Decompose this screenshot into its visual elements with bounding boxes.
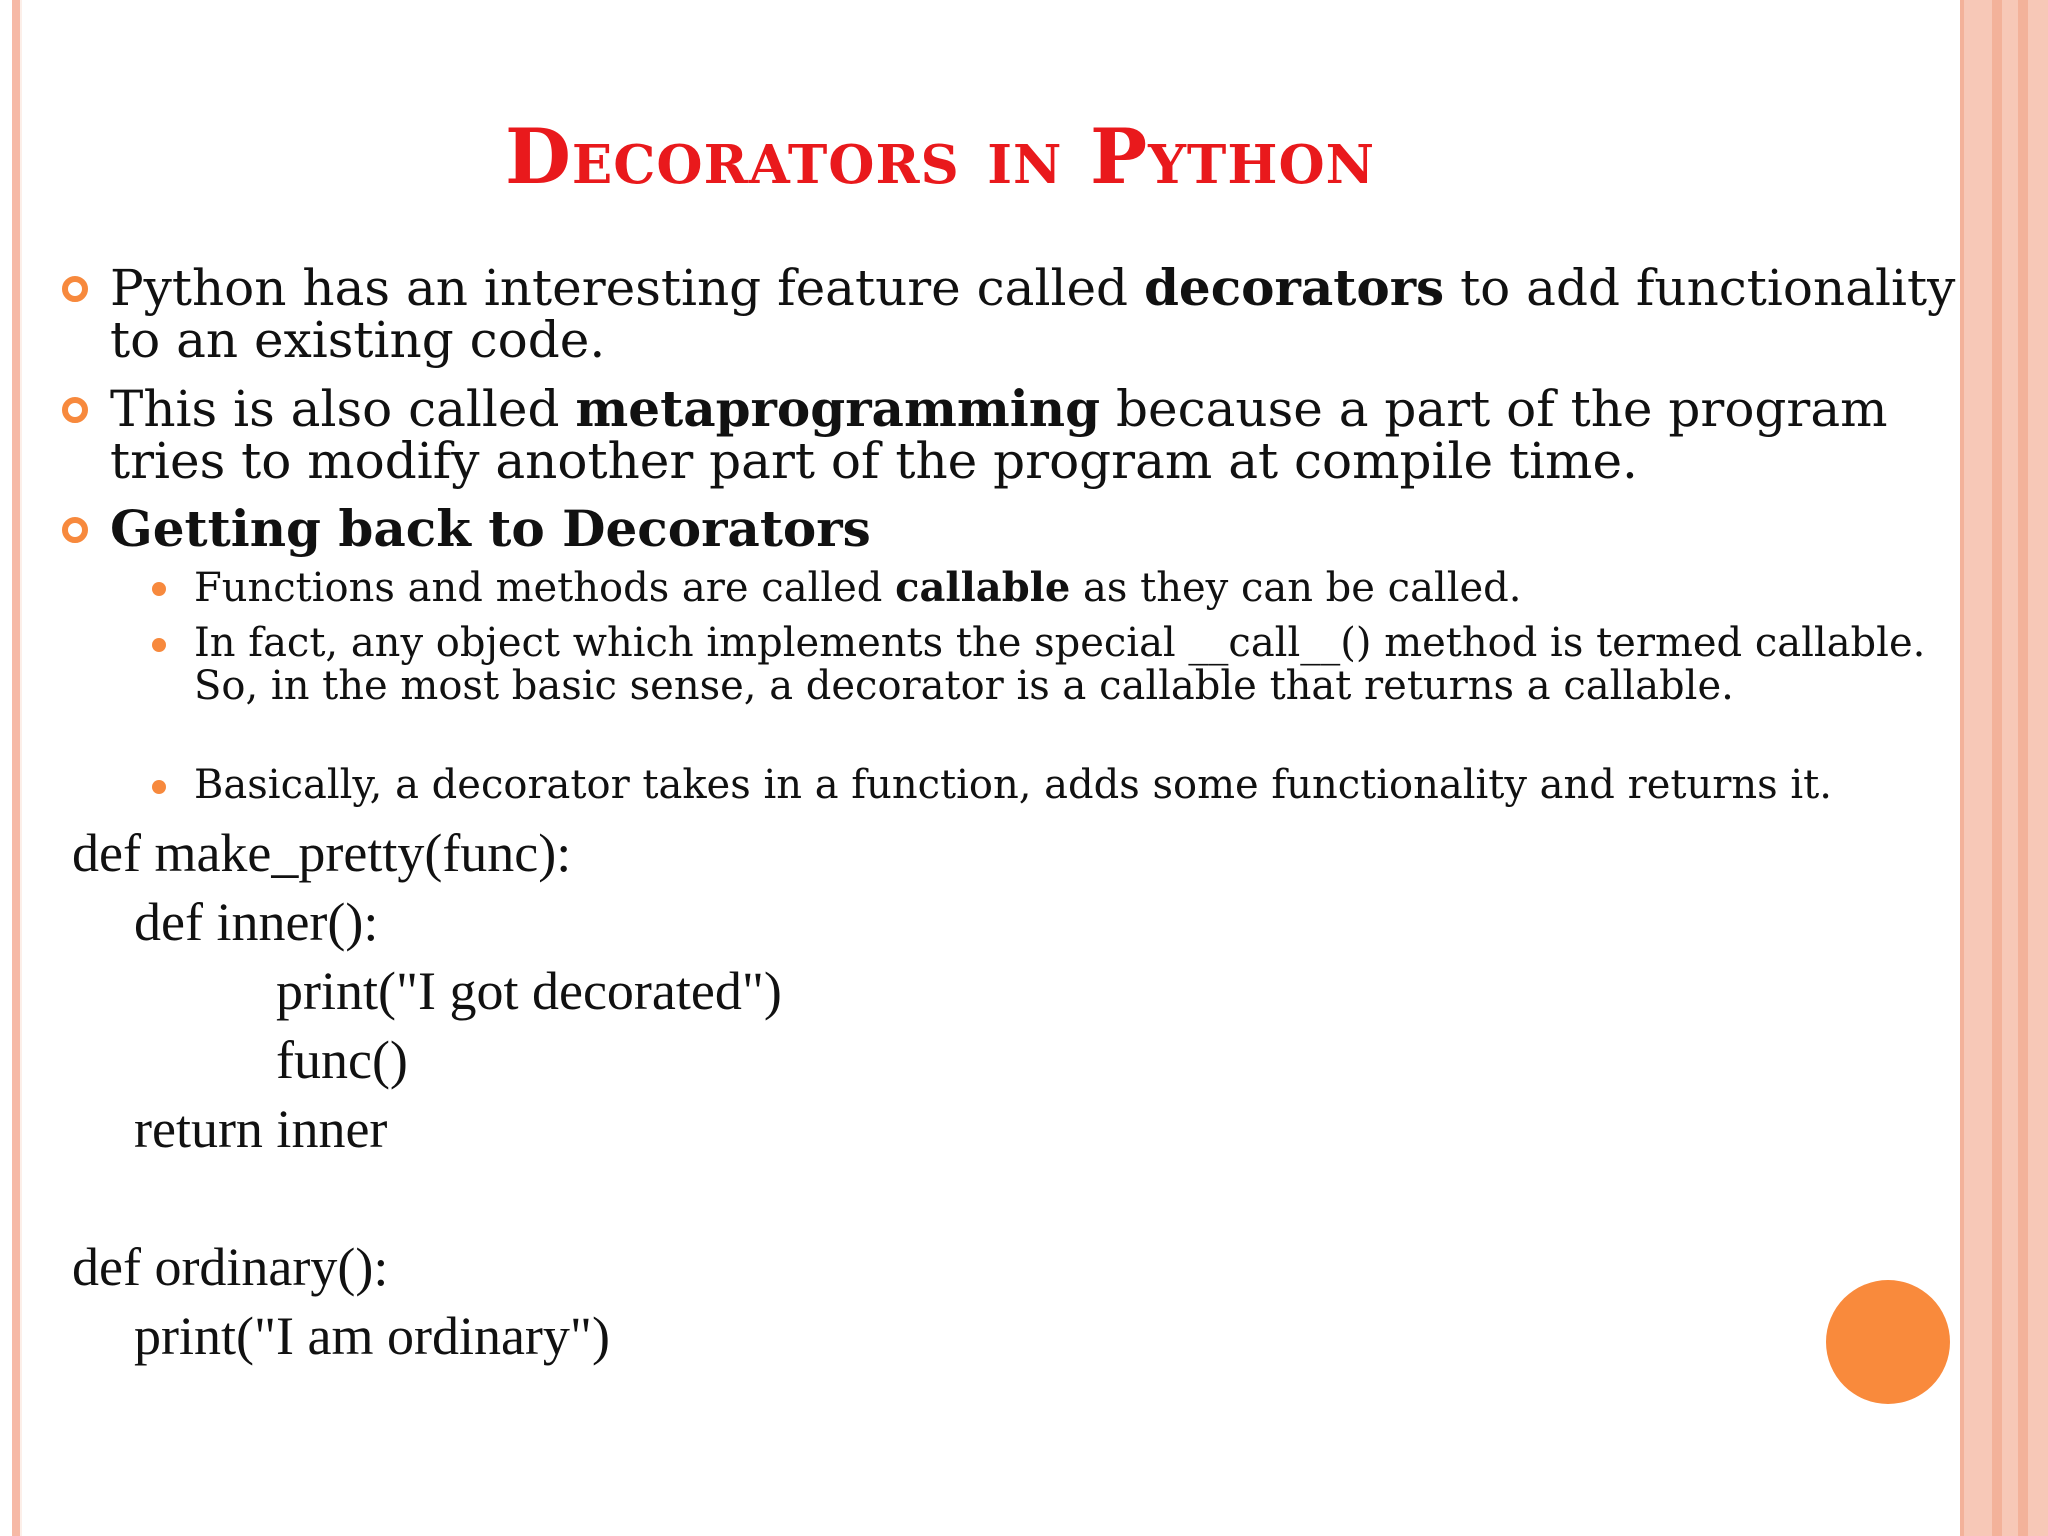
code-line: print("I am ordinary")	[134, 1306, 610, 1366]
bullet-heading	[110, 499, 1960, 558]
code-line: def make_pretty(func):	[72, 823, 572, 883]
frame-stripe-right	[1964, 0, 1992, 1536]
sub-bullet-call-method	[194, 622, 1964, 708]
sub-bullet-callable	[194, 566, 1964, 610]
frame-stripe-left	[12, 0, 20, 1536]
bullet-bold-term: metaprogramming	[575, 379, 1101, 438]
frame-stripe-right	[2018, 0, 2028, 1536]
sub-bullet-text: as they can be called.	[1070, 565, 1522, 611]
code-line: func()	[276, 1030, 408, 1090]
ring-bullet-icon	[62, 517, 88, 543]
bullet-text: because a part of the program tries to modify another part of the program at compile time.	[110, 380, 1888, 490]
code-line: return inner	[134, 1099, 388, 1159]
code-line: def ordinary():	[72, 1237, 389, 1297]
ring-bullet-icon	[62, 276, 88, 302]
bullet-bold-term: decorators	[1143, 258, 1445, 317]
sub-bullet-bold-term: callable	[895, 564, 1071, 611]
sub-bullet-text: Functions and methods are called	[194, 565, 896, 611]
sub-bullet-text: In fact, any object which implements the special __call__() method is termed callable. So, in the most basic sense, a decorator is a callable that returns a callable.	[194, 620, 1926, 709]
bullet-text: Python has an interesting feature called	[110, 259, 1144, 317]
frame-stripe-right	[1992, 0, 2002, 1536]
sub-bullet-text: Basically, a decorator takes in a function, adds some functionality and returns it.	[194, 762, 1832, 808]
accent-circle	[1826, 1280, 1950, 1404]
ring-bullet-icon	[62, 397, 88, 423]
code-line: def inner():	[134, 892, 379, 952]
bullet-text: to add functionality to an existing code.	[110, 259, 1956, 369]
dot-bullet-icon	[152, 582, 166, 596]
sub-bullet-basically	[194, 764, 1964, 807]
dot-bullet-icon	[152, 638, 166, 652]
bullet-heading-text: Getting back to Decorators	[110, 499, 871, 558]
dot-bullet-icon	[152, 780, 166, 794]
bullet-text: This is also called	[110, 380, 576, 438]
code-line: print("I got decorated")	[276, 961, 782, 1021]
slide-title: Decorators in Python	[504, 112, 1376, 201]
bullet-decorators	[110, 258, 1960, 369]
bullet-metaprogramming	[110, 379, 1960, 490]
